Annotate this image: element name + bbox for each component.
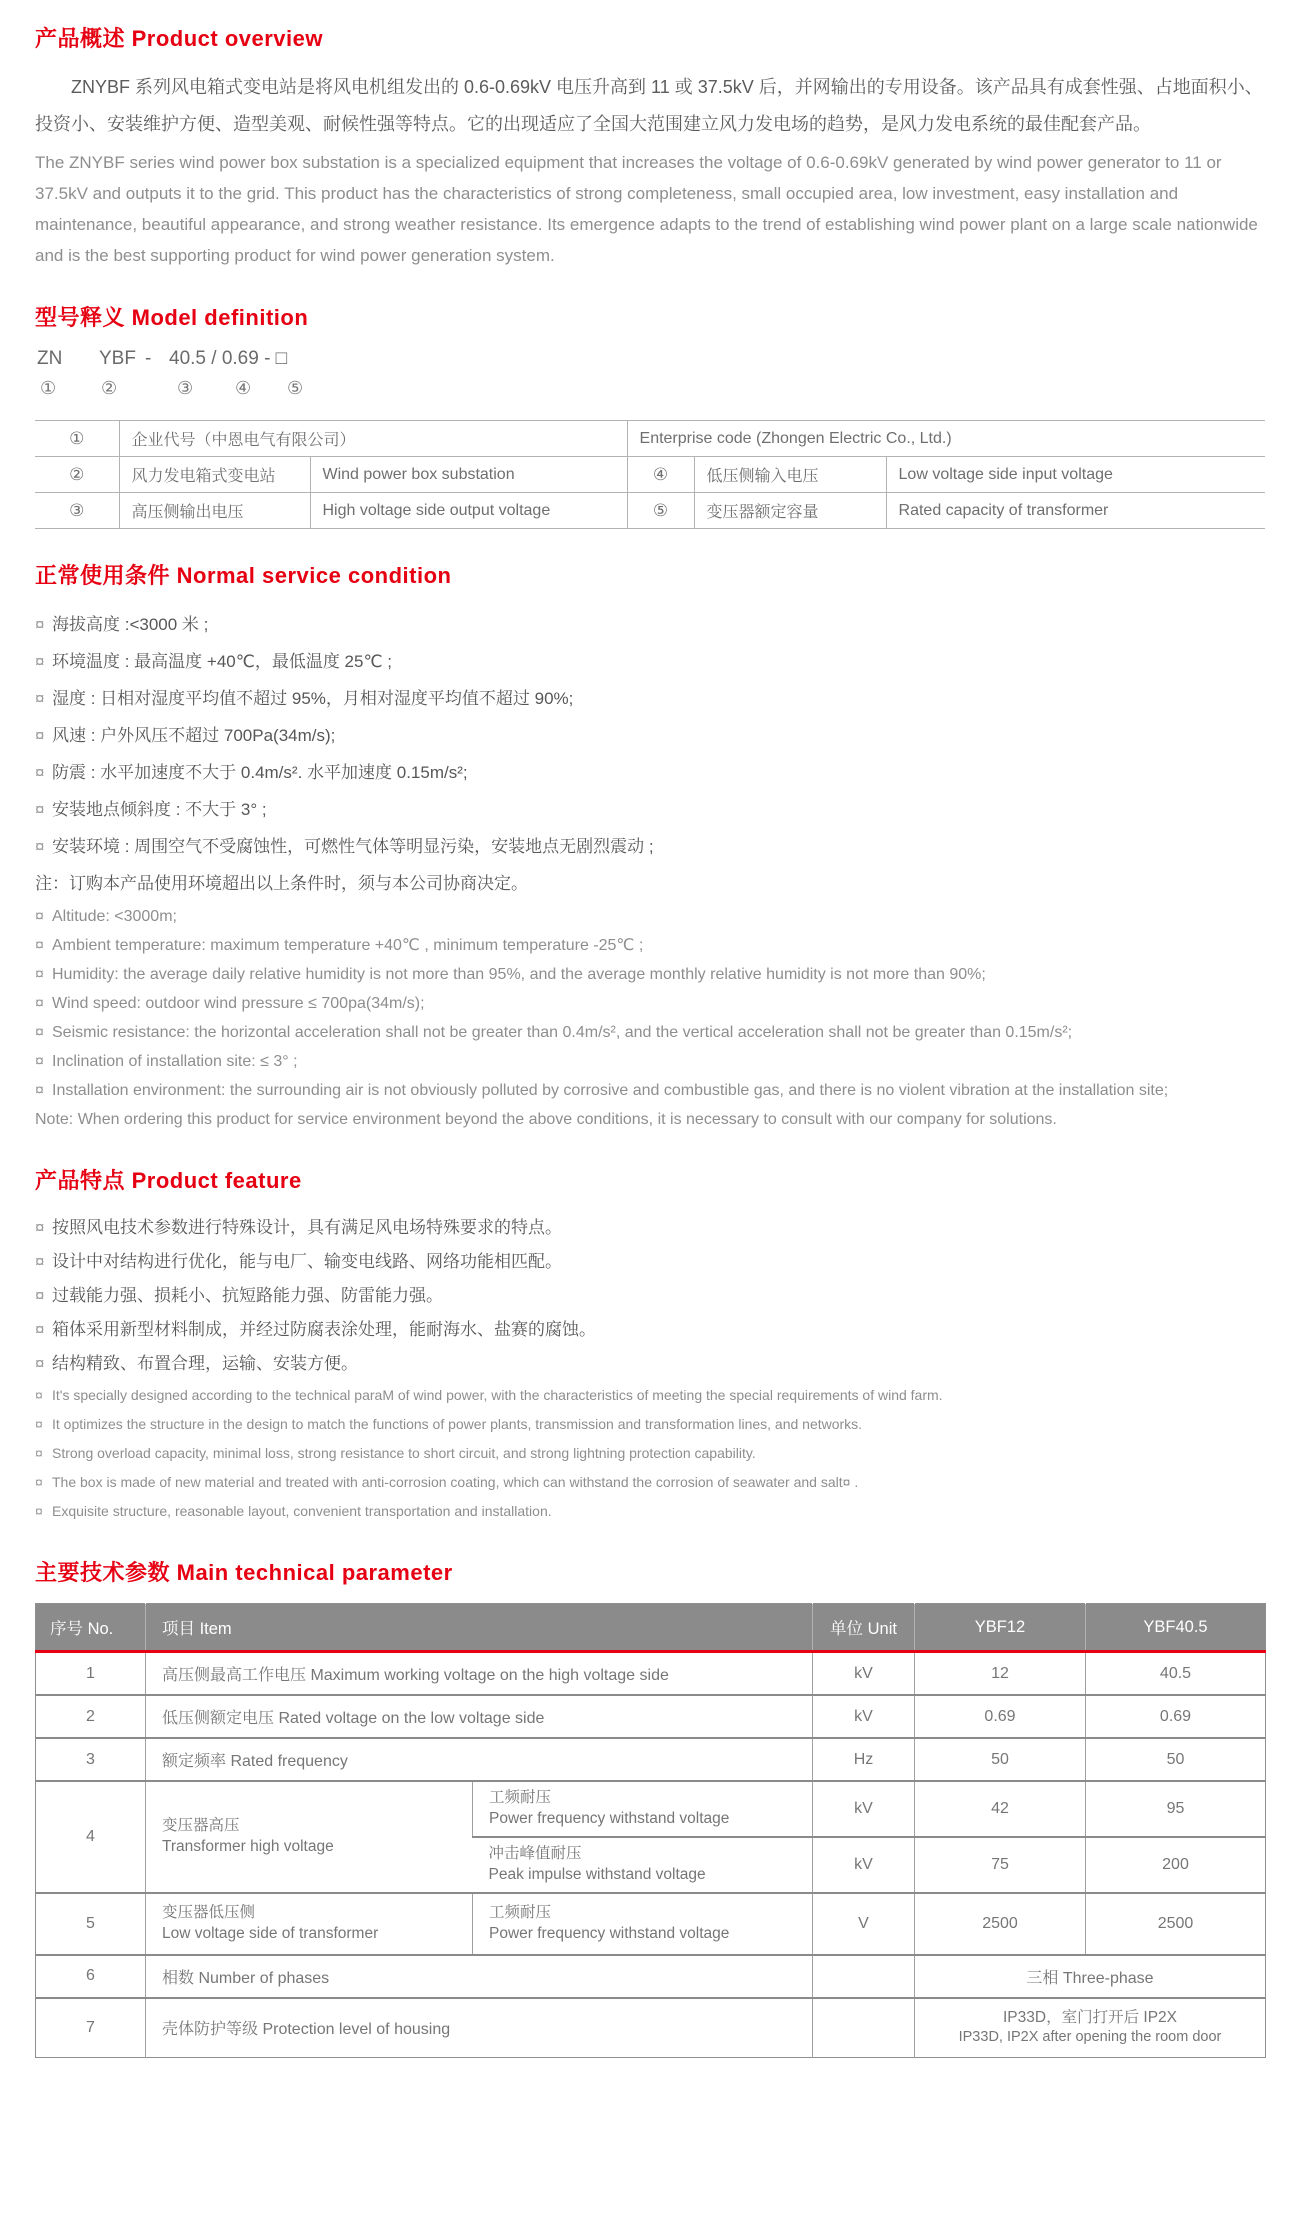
list-item: [35, 1211, 1265, 1245]
cell-value-ybf405: 40.5: [1086, 1652, 1266, 1696]
cell-unit: V: [813, 1893, 915, 1955]
header-no: 序号 No.: [36, 1604, 146, 1652]
cell-unit: kV: [813, 1837, 915, 1893]
cell-value-ybf12: 75: [915, 1837, 1086, 1893]
bullet-marker: ¤: [35, 1387, 43, 1403]
list-item-text: 防震 : 水平加速度不大于 0.4m/s². 水平加速度 0.15m/s²;: [52, 763, 468, 782]
list-item: [35, 1076, 1265, 1105]
cell-subitem-en: Peak impulse withstand voltage: [488, 1865, 706, 1883]
table-row: [36, 1738, 1266, 1781]
list-item-text: Altitude: <3000m;: [52, 908, 177, 925]
cell-value-ybf12: 50: [915, 1738, 1086, 1781]
bullet-marker: ¤: [35, 1053, 44, 1070]
table-row: [36, 1652, 1266, 1696]
model-marker-4: ④: [235, 378, 252, 398]
cell-unit: kV: [813, 1652, 915, 1696]
bullet-marker: ¤: [35, 1082, 44, 1099]
bullet-marker: ¤: [35, 1474, 43, 1490]
model-table-row-3: [35, 493, 1265, 529]
cell-subitem-en: Power frequency withstand voltage: [489, 1924, 730, 1942]
table-row: [36, 1781, 1266, 1837]
list-item: [35, 1347, 1265, 1381]
list-item: [35, 1497, 1265, 1526]
list-item: [35, 791, 1265, 828]
product-feature-heading: 产品特点 Product feature: [35, 1168, 302, 1193]
bullet-marker: ¤: [35, 726, 45, 745]
model-cell-num: ①: [35, 421, 119, 457]
model-code-diagram: [37, 348, 1265, 410]
model-cell-en: Wind power box substation: [310, 457, 627, 493]
cell-subitem-cn: 工频耐压: [489, 1903, 552, 1921]
header-ybf12: YBF12: [915, 1604, 1086, 1652]
section-product-feature: [35, 1164, 1265, 1526]
list-item-text: It optimizes the structure in the design to match the functions of power plants, transmission and transformation lines, and networks.: [52, 1416, 863, 1432]
list-item: [35, 1018, 1265, 1047]
list-item-text: Installation environment: the surrounding air is not obviously polluted by corrosive and combustible gas, and there is no violent vibration at the installation site;: [52, 1082, 1169, 1099]
cell-value-cn: IP33D，室门打开后 IP2X: [1003, 2008, 1177, 2026]
list-item-text: It's specially designed according to the technical paraM of wind power, with the characteristics of meeting the special requirements of wind farm.: [52, 1387, 943, 1403]
model-cell-num: ②: [35, 457, 119, 493]
list-item: [35, 1439, 1265, 1468]
list-item: [35, 680, 1265, 717]
cell-merged-value: [915, 1998, 1266, 2058]
list-item: [35, 643, 1265, 680]
bullet-marker: ¤: [35, 1503, 43, 1519]
cell-item: 低压侧额定电压 Rated voltage on the low voltage side: [146, 1695, 813, 1738]
list-item: [35, 1279, 1265, 1313]
cell-subitem-en: Power frequency withstand voltage: [489, 1809, 730, 1827]
list-item-text: 湿度 : 日相对湿度平均值不超过 95%，月相对湿度平均值不超过 90%;: [52, 689, 574, 708]
bullet-marker: ¤: [35, 908, 44, 925]
technical-parameters-table: [35, 1603, 1266, 2058]
product-feature-list-cn: [35, 1211, 1265, 1381]
product-feature-list-en: [35, 1381, 1265, 1526]
table-row: [36, 1893, 1266, 1955]
list-item-text: 结构精致、布置合理，运输、安装方便。: [52, 1354, 358, 1373]
bullet-marker: ¤: [35, 966, 44, 983]
service-condition-note-en: Note: When ordering this product for service environment beyond the above conditions, it is necessary to consult with our company for solutions.: [35, 1111, 1057, 1128]
model-code-ratings: 40.5 / 0.69 - □: [169, 348, 288, 369]
bullet-marker: ¤: [35, 652, 45, 671]
bullet-marker: ¤: [35, 689, 45, 708]
bullet-marker: ¤: [35, 615, 45, 634]
cell-item: [146, 1893, 473, 1955]
bullet-marker: ¤: [35, 1320, 45, 1339]
header-unit: 单位 Unit: [813, 1604, 915, 1652]
bullet-marker: ¤: [35, 1286, 45, 1305]
cell-subitem-cn: 冲击峰值耐压: [488, 1844, 582, 1862]
cell-item-cn: 变压器低压侧: [162, 1903, 256, 1921]
cell-item: 相数 Number of phases: [146, 1955, 813, 1998]
model-cell-cn: 风力发电箱式变电站: [119, 457, 310, 493]
cell-item: 壳体防护等级 Protection level of housing: [146, 1998, 813, 2058]
list-item-text: Exquisite structure, reasonable layout, convenient transportation and installation.: [52, 1503, 552, 1519]
cell-unit: [813, 1955, 915, 1998]
cell-no: 2: [36, 1695, 146, 1738]
list-item: [35, 1468, 1265, 1497]
list-item-text: 安装环境 : 周围空气不受腐蚀性，可燃性气体等明显污染，安装地点无剧烈震动 ;: [52, 837, 654, 856]
list-item: [35, 1313, 1265, 1347]
list-item-text: Humidity: the average daily relative humidity is not more than 95%, and the average monthly relative humidity is not more than 90%;: [52, 966, 986, 983]
list-item-text: Ambient temperature: maximum temperature +40℃ , minimum temperature -25℃ ;: [52, 937, 644, 954]
cell-no: 1: [86, 1664, 95, 1682]
bullet-marker: ¤: [35, 763, 45, 782]
cell-no: 4: [36, 1781, 146, 1893]
cell-unit: kV: [813, 1695, 915, 1738]
bullet-marker: ¤: [35, 800, 45, 819]
model-definition-heading: 型号释义 Model definition: [35, 305, 309, 330]
model-cell-en: Low voltage side input voltage: [886, 457, 1265, 493]
service-condition-note-cn: 注：订购本产品使用环境超出以上条件时，须与本公司协商决定。: [35, 874, 528, 893]
cell-no: 3: [36, 1738, 146, 1781]
table-row: [36, 1998, 1266, 2058]
cell-item: 额定频率 Rated frequency: [146, 1738, 813, 1781]
cell-value-ybf12: 12: [915, 1652, 1086, 1696]
header-ybf405: YBF40.5: [1086, 1604, 1266, 1652]
model-table-row-2: [35, 457, 1265, 493]
cell-merged-value: 三相 Three-phase: [915, 1955, 1266, 1998]
list-item-text: Inclination of installation site: ≤ 3° ;: [52, 1053, 298, 1070]
model-cell-cn: 低压侧输入电压: [694, 457, 886, 493]
cell-unit: Hz: [813, 1738, 915, 1781]
overview-heading: 产品概述 Product overview: [35, 26, 324, 51]
overview-paragraph-en: The ZNYBF series wind power box substation is a specialized equipment that increases the voltage of 0.6-0.69kV generated by wind power generator to 11 or 37.5kV and outputs it to the grid. This product has the characteristics of strong completeness, small occupied area, low investment, easy installation and maintenance, beautiful appearance, and strong weather resistance. Its emergence adapts to the trend of establishing wind power plant on a large scale nationwide and is the best supporting product for wind power generation system.: [35, 153, 1258, 265]
service-condition-list-en: [35, 902, 1265, 1105]
cell-unit: kV: [813, 1781, 915, 1837]
model-table-row-1: [35, 421, 1265, 457]
overview-paragraph-cn: ZNYBF 系列风电箱式变电站是将风电机组发出的 0.6-0.69kV 电压升高到 11 或 37.5kV 后，并网输出的专用设备。该产品具有成套性强、占地面积小、投资小、安装维护方便、造型美观、耐候性强等特点。它的出现适应了全国大范围建立风力发电场的趋势，是风力发电系统的最佳配套产品。: [35, 77, 1263, 134]
list-item-text: 安装地点倾斜度 : 不大于 3° ;: [52, 800, 267, 819]
model-marker-5: ⑤: [287, 378, 304, 398]
list-item-text: The box is made of new material and treated with anti-corrosion coating, which can withstand the corrosion of seawater and salt¤ .: [52, 1474, 859, 1490]
cell-value-ybf405: 50: [1086, 1738, 1266, 1781]
model-cell-num: ⑤: [627, 493, 694, 529]
section-technical-parameters: [35, 1556, 1265, 2058]
list-item: [35, 960, 1265, 989]
table-row: [36, 1695, 1266, 1738]
cell-value-ybf12: 0.69: [915, 1695, 1086, 1738]
model-cell-num: ④: [627, 457, 694, 493]
model-cell-num: ③: [35, 493, 119, 529]
cell-subitem: [473, 1781, 813, 1837]
model-cell-cn: 变压器额定容量: [694, 493, 886, 529]
section-model-definition: [35, 301, 1265, 529]
service-condition-list-cn: [35, 606, 1265, 865]
model-cell-en: Enterprise code (Zhongen Electric Co., Ltd.): [627, 421, 1265, 457]
list-item-text: 风速 : 户外风压不超过 700Pa(34m/s);: [52, 726, 336, 745]
cell-value-ybf405: 0.69: [1086, 1695, 1266, 1738]
bullet-marker: ¤: [35, 937, 44, 954]
model-cell-en: High voltage side output voltage: [310, 493, 627, 529]
technical-parameters-heading: 主要技术参数 Main technical parameter: [35, 1560, 453, 1585]
list-item-text: 海拔高度 :<3000 米 ;: [52, 615, 209, 634]
list-item: [35, 828, 1265, 865]
list-item: [35, 931, 1265, 960]
cell-value-en: IP33D, IP2X after opening the room door: [958, 2029, 1222, 2046]
model-cell-cn: 企业代号（中恩电气有限公司）: [119, 421, 627, 457]
cell-value-ybf405: 95: [1086, 1781, 1266, 1837]
table-row: [36, 1955, 1266, 1998]
cell-subitem-cn: 工频耐压: [489, 1789, 552, 1806]
bullet-marker: ¤: [35, 1354, 45, 1373]
list-item: [35, 754, 1265, 791]
list-item: [35, 989, 1265, 1018]
cell-item: 高压侧最高工作电压 Maximum working voltage on the high voltage side: [146, 1652, 813, 1696]
cell-item-en: Transformer high voltage: [162, 1837, 334, 1855]
cell-item-en: Low voltage side of transformer: [162, 1924, 379, 1942]
cell-value-ybf12: 2500: [915, 1893, 1086, 1955]
list-item-text: Seismic resistance: the horizontal acceleration shall not be greater than 0.4m/s², and the vertical acceleration shall not be greater than 0.15m/s²;: [52, 1024, 1073, 1041]
model-code-type: YBF: [99, 348, 136, 369]
section-service-condition: [35, 559, 1265, 1134]
model-cell-en: Rated capacity of transformer: [886, 493, 1265, 529]
cell-no: 6: [36, 1955, 146, 1998]
cell-subitem: [473, 1893, 813, 1955]
header-item: 项目 Item: [146, 1604, 813, 1652]
list-item: [35, 1047, 1265, 1076]
list-item-text: 过载能力强、损耗小、抗短路能力强、防雷能力强。: [52, 1286, 443, 1305]
cell-value-ybf12: 42: [915, 1781, 1086, 1837]
cell-value-ybf405: 200: [1086, 1837, 1266, 1893]
cell-no: 5: [36, 1893, 146, 1955]
list-item: [35, 606, 1265, 643]
list-item-text: 箱体采用新型材料制成，并经过防腐表涂处理，能耐海水、盐赛的腐蚀。: [52, 1320, 596, 1339]
model-marker-2: ②: [101, 378, 118, 398]
list-item: [35, 1381, 1265, 1410]
table-header-row: [36, 1604, 1266, 1652]
cell-item: [146, 1781, 473, 1893]
list-item: [35, 717, 1265, 754]
list-item: [35, 902, 1265, 931]
bullet-marker: ¤: [35, 1252, 45, 1271]
list-item-text: Wind speed: outdoor wind pressure ≤ 700pa(34m/s);: [52, 995, 425, 1012]
cell-subitem: [473, 1837, 813, 1893]
bullet-marker: ¤: [35, 1218, 45, 1237]
list-item: [35, 1245, 1265, 1279]
model-definition-table: [35, 420, 1265, 529]
cell-no: 7: [36, 1998, 146, 2058]
cell-item-cn: 变压器高压: [162, 1816, 240, 1834]
model-code-prefix: ZN: [37, 348, 63, 369]
model-code-dash: -: [145, 348, 152, 369]
bullet-marker: ¤: [35, 1416, 43, 1432]
list-item-text: 设计中对结构进行优化，能与电厂、输变电线路、网络功能相匹配。: [52, 1252, 562, 1271]
cell-unit: [813, 1998, 915, 2058]
bullet-marker: ¤: [35, 1445, 43, 1461]
model-marker-3: ③: [177, 378, 194, 398]
cell-value-ybf405: 2500: [1086, 1893, 1266, 1955]
service-condition-heading: 正常使用条件 Normal service condition: [35, 563, 452, 588]
list-item-text: 按照风电技术参数进行特殊设计，具有满足风电场特殊要求的特点。: [52, 1218, 562, 1237]
model-cell-cn: 高压侧输出电压: [119, 493, 310, 529]
bullet-marker: ¤: [35, 995, 44, 1012]
section-product-overview: [35, 22, 1265, 271]
bullet-marker: ¤: [35, 837, 45, 856]
model-marker-1: ①: [40, 378, 57, 398]
list-item-text: 环境温度 : 最高温度 +40℃，最低温度 25℃ ;: [52, 652, 392, 671]
list-item-text: Strong overload capacity, minimal loss, strong resistance to short circuit, and strong lightning protection capability.: [52, 1445, 756, 1461]
list-item: [35, 1410, 1265, 1439]
bullet-marker: ¤: [35, 1024, 44, 1041]
